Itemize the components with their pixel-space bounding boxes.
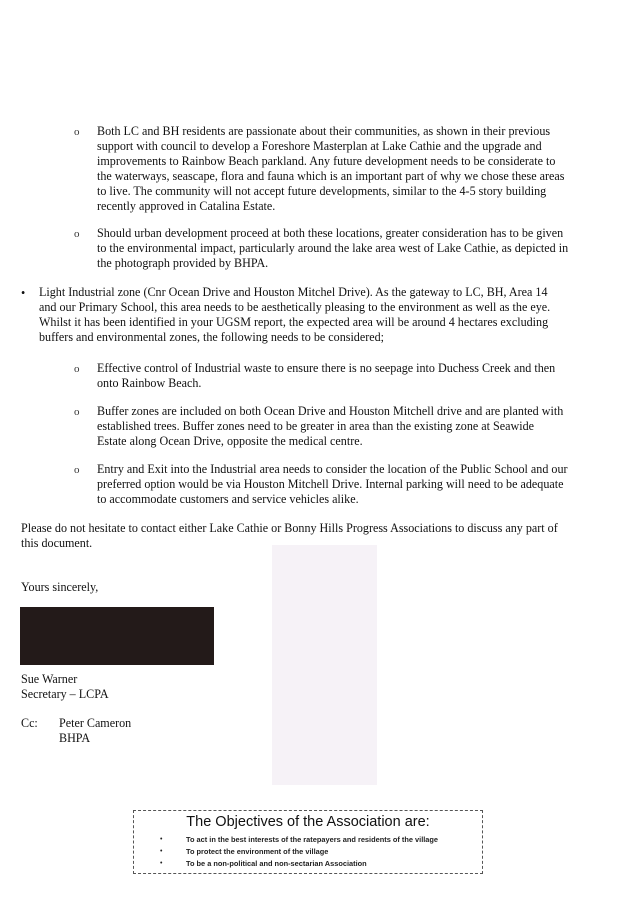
text-line: this document.	[21, 536, 93, 550]
text-line: the waterways, seascape, flora and fauna which is an important part of why we chose these areas	[97, 169, 565, 183]
text-line: to the environmental impact, particularly around the lake area west of Lake Cathie, as depicted in	[97, 241, 569, 255]
scan-shading	[272, 545, 377, 785]
text-line: to accommodate customers and service vehicles alike.	[97, 492, 359, 506]
objectives-title: The Objectives of the Association are:	[186, 814, 430, 830]
objective-bullet: •	[160, 836, 163, 843]
sub-bullet-marker: o	[74, 228, 80, 240]
text-line: Effective control of Industrial waste to ensure there is no seepage into Duchess Creek and then	[97, 361, 556, 375]
closing-paragraph	[21, 521, 558, 551]
text-line: onto Rainbow Beach.	[97, 376, 202, 390]
text-line: established trees. Buffer zones need to be greater in area than the existing zone at Seawide	[97, 419, 534, 433]
text-line: Light Industrial zone (Cnr Ocean Drive and Houston Mitchel Drive). As the gateway to LC, BH, Area 14	[39, 285, 548, 299]
sub-bullet-marker: o	[74, 406, 80, 418]
signatory-name: Sue Warner	[21, 672, 78, 686]
text-line: buffers and environmental zones, the following needs to be considered;	[39, 330, 385, 344]
cc-label: Cc:	[21, 716, 38, 730]
objective-item: To protect the environment of the village	[186, 847, 329, 856]
signatory-title: Secretary – LCPA	[21, 687, 109, 701]
text-line: Should urban development proceed at both these locations, greater consideration has to be given	[97, 226, 564, 240]
text-line: Estate along Ocean Drive, opposite the medical centre.	[97, 434, 363, 448]
text-line: Both LC and BH residents are passionate about their communities, as shown in their previous	[97, 124, 551, 138]
main-point-light-industrial	[39, 285, 550, 345]
text-line: to live. The community will not accept future developments, similar to the 4-5 story building	[97, 184, 547, 198]
objective-bullet: •	[160, 860, 163, 867]
text-line: support with council to develop a Foreshore Masterplan at Lake Cathie and the upgrade and	[97, 139, 542, 153]
sub-bullet-marker: o	[74, 464, 80, 476]
redacted-signature	[20, 607, 214, 665]
sub-point-urban-development	[97, 226, 568, 271]
sub-bullet-marker: o	[74, 126, 80, 138]
text-line: Entry and Exit into the Industrial area needs to consider the location of the Public School and our	[97, 462, 568, 476]
cc-name: Peter Cameron	[59, 716, 132, 730]
objective-bullet: •	[160, 848, 163, 855]
sub-point-community	[97, 124, 564, 214]
text-line: Whilst it has been identified in your UGSM report, the expected area will be around 4 hectares excluding	[39, 315, 549, 329]
cc-org: BHPA	[59, 731, 91, 745]
text-line: the photograph provided by BHPA.	[97, 256, 269, 270]
sign-off: Yours sincerely,	[21, 580, 99, 594]
sub-point-entry-exit	[97, 462, 568, 507]
objective-item: To act in the best interests of the ratepayers and residents of the village	[186, 835, 439, 844]
text-line: Please do not hesitate to contact either Lake Cathie or Bonny Hills Progress Associations to discuss any part of	[21, 521, 558, 535]
sub-point-waste-control	[97, 361, 555, 391]
sub-point-buffer-zones	[97, 404, 563, 449]
main-bullet-marker: •	[21, 286, 26, 300]
objective-item: To be a non-political and non-sectarian Association	[186, 859, 367, 868]
text-line: and our Primary School, this area needs to be aesthetically pleasing to the environment as well as the eye.	[39, 300, 551, 314]
text-line: recently approved in Catalina Estate.	[97, 199, 276, 213]
text-line: preferred option would be via Houston Mitchell Drive. Internal parking will need to be adequate	[97, 477, 564, 491]
text-line: Buffer zones are included on both Ocean Drive and Houston Mitchell drive and are planted with	[97, 404, 564, 418]
text-line: improvements to Rainbow Beach parkland. Any future development needs to be considerate to	[97, 154, 556, 168]
sub-bullet-marker: o	[74, 363, 80, 375]
objectives-box	[133, 810, 483, 874]
